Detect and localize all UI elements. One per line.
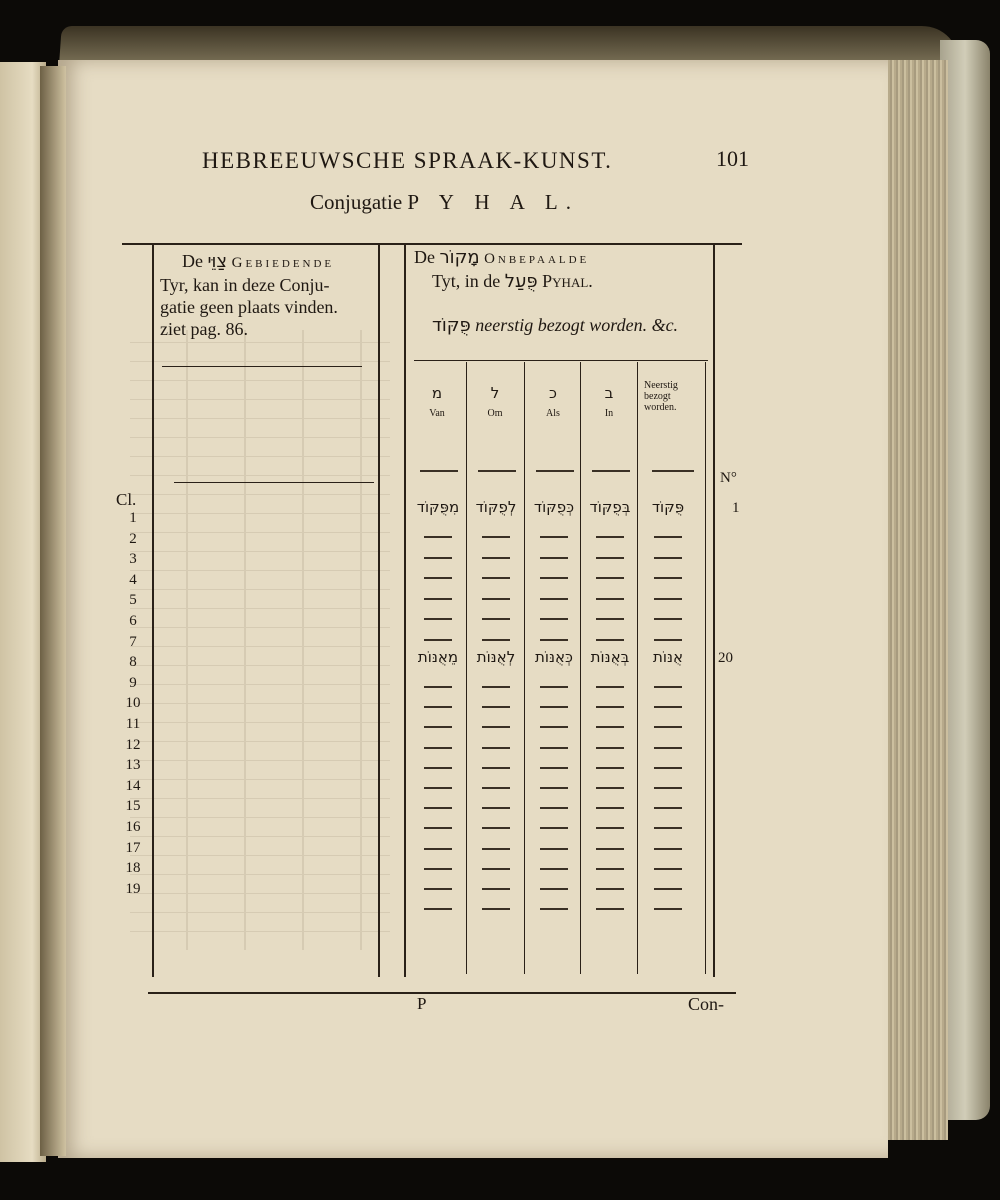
conjugation-prefix: Conjugatie [310,190,403,214]
inner-col-rule-4 [637,362,638,974]
column-label: Als [546,408,560,419]
class-number: 12 [125,736,141,753]
left-sub-rule-1 [162,366,362,367]
ditto-dash [596,536,624,538]
ditto-dash [596,807,624,809]
ditto-dash [482,888,510,890]
ditto-dash [424,726,452,728]
ditto-dash [540,577,568,579]
ditto-dash [424,888,452,890]
ditto-dash [654,536,682,538]
inner-right-rule [705,362,706,974]
ditto-dash [540,908,568,910]
conjugated-form: כְּאֻנּוֹת [535,648,573,666]
ditto-dash [596,848,624,850]
page-gutter [40,66,66,1156]
ditto-dash [654,807,682,809]
ditto-dash [654,726,682,728]
table-bottom-rule [148,992,736,994]
conjugated-form: מֵאֻנּוֹת [417,648,459,666]
ditto-dash [654,598,682,600]
ditto-dash [596,888,624,890]
left-header-line-3: gatie geen plaats vinden. [160,297,338,317]
left-border [152,245,154,977]
ditto-dash [424,706,452,708]
number-column-label: N° [720,470,737,486]
class-number: 5 [129,592,137,609]
ditto-dash [482,848,510,850]
ditto-dash [424,807,452,809]
ditto-dash [482,767,510,769]
left-header-line-4: ziet pag. 86. [160,319,248,339]
ditto-dash [654,686,682,688]
class-number: 6 [129,613,137,629]
page-number: 101 [716,146,749,171]
ditto-dash [424,686,452,688]
ditto-dash [424,868,452,870]
ditto-dash [482,536,510,538]
ditto-dash [424,557,452,559]
ditto-dash [596,767,624,769]
column-letter: ב [604,384,614,402]
ditto-dash [654,787,682,789]
ditto-dash [482,686,510,688]
right-line2-start: Tyt, in de [432,271,501,291]
ditto-dash [540,827,568,829]
ditto-dash [482,908,510,910]
column-label: Van [429,408,445,419]
ditto-dash [654,868,682,870]
column-label: Om [487,408,503,419]
class-number: 9 [129,674,137,691]
ditto-dash [596,787,624,789]
left-header-line-1 [182,250,334,274]
right-line2-end: Pyhal. [542,271,593,291]
ditto-dash [654,848,682,850]
class-number: 7 [129,633,137,650]
column-head-in [582,384,636,419]
divider-mid-left [378,245,380,977]
column-head-neerstig: Neerstig bezogt worden. [644,380,678,413]
ditto-dash [424,767,452,769]
ditto-dash [654,557,682,559]
column-letter: מ [431,384,443,402]
ditto-dash [596,726,624,728]
class-number: 8 [129,654,137,671]
ditto-dash [654,706,682,708]
inner-col-rule-1 [466,362,467,974]
column-head-om [468,384,522,419]
ditto-dash [424,787,452,789]
ditto-dash [424,848,452,850]
signature-mark: P [417,994,427,1013]
ditto-dash [482,598,510,600]
table-top-rule [122,243,742,245]
column-label: In [604,408,614,419]
ditto-dash [596,557,624,559]
conjugated-form: אֻנּוֹת [653,648,683,666]
ditto-dash [540,598,568,600]
divider-mid-right [404,245,406,977]
ditto-dash [482,557,510,559]
ditto-dash [654,639,682,641]
ditto-dash [596,618,624,620]
catchword: Con- [688,994,724,1014]
ditto-dash [424,827,452,829]
ditto-dash [654,767,682,769]
right-header-example [432,314,678,337]
ditto-dash [596,686,624,688]
left-header-line-2: Tyr, kan in deze Conju- [160,275,330,295]
left-sub-rule-2 [174,482,374,483]
class-number: 17 [125,839,141,856]
ditto-dash [540,787,568,789]
header-dash [652,470,694,472]
class-number: 2 [129,530,137,547]
ditto-dash [482,639,510,641]
ditto-dash [482,618,510,620]
right-header-line-2 [432,270,593,293]
header-dash [478,470,516,472]
row-number-20: 20 [718,650,733,666]
show-through-texture [130,330,390,950]
conjugated-form: בְּאֻנּוֹת [590,648,630,666]
ditto-dash [540,706,568,708]
ditto-dash [540,686,568,688]
right-line1-start: De [414,247,435,267]
right-border [713,245,715,977]
ditto-dash [424,639,452,641]
class-number: 14 [125,777,141,794]
class-column-label: Cl. [116,490,137,509]
ditto-dash [654,577,682,579]
ditto-dash [424,908,452,910]
class-number: 3 [129,551,137,568]
ditto-dash [540,747,568,749]
ditto-dash [424,577,452,579]
class-number: 10 [125,695,141,712]
ditto-dash [654,618,682,620]
ditto-dash [540,848,568,850]
ditto-dash [596,747,624,749]
page-fore-edge [878,60,948,1140]
ditto-dash [540,557,568,559]
inner-col-rule-3 [580,362,581,974]
conjugated-form: לְפֻקּוֹד [475,498,517,516]
ditto-dash [482,787,510,789]
ditto-dash [596,908,624,910]
ditto-dash [482,868,510,870]
conjugated-form: פֻּקּוֹד [651,498,685,516]
conjugated-form: בְּפֻקּוֹד [589,498,631,516]
ditto-dash [654,908,682,910]
ditto-dash [596,706,624,708]
row-number-1: 1 [732,500,740,516]
column-letter: ל [490,384,500,402]
ditto-dash [540,639,568,641]
ditto-dash [654,747,682,749]
ditto-dash [482,577,510,579]
class-number: 19 [125,880,141,897]
class-number: 1 [129,510,137,526]
left-line1-start: De [182,251,203,271]
ditto-dash [540,618,568,620]
column-head-van [410,384,464,419]
ditto-dash [540,767,568,769]
class-number: 15 [125,798,141,815]
right-line2-hebrew: פֻּעַל [504,271,538,292]
ditto-dash [482,827,510,829]
left-line1-end: Gebiedende [231,255,335,271]
running-head: HEBREEUWSCHE SPRAAK-KUNST. [202,148,613,173]
example-hebrew: פֻּקּוֹד [432,315,471,336]
ditto-dash [540,888,568,890]
right-header-rule [414,360,708,361]
example-gloss: neerstig bezogt worden. &c. [475,315,679,335]
class-number: 13 [125,757,141,774]
column-head-als [526,384,580,419]
left-line1-hebrew: צַוֵּי [207,251,228,272]
right-header-line-1 [414,246,589,270]
header-dash [592,470,630,472]
ditto-dash [424,747,452,749]
ditto-dash [596,868,624,870]
ditto-dash [482,807,510,809]
header-dash [420,470,458,472]
ditto-dash [424,598,452,600]
ditto-dash [596,598,624,600]
class-number: 16 [125,819,141,835]
right-line1-hebrew: מָקוֹר [439,247,480,268]
ditto-dash [654,827,682,829]
ditto-dash [424,536,452,538]
ditto-dash [540,868,568,870]
column-letter: כ [549,384,557,402]
conjugated-form: כְּפֻקּוֹד [533,498,575,516]
right-line1-end: Onbepaalde [484,251,590,267]
ditto-dash [540,536,568,538]
ditto-dash [596,639,624,641]
ditto-dash [482,726,510,728]
ditto-dash [540,726,568,728]
ditto-dash [654,888,682,890]
conjugation-title [310,190,579,215]
conjugation-name: P Y H A L. [407,190,580,214]
ditto-dash [540,807,568,809]
ditto-dash [482,706,510,708]
ditto-dash [482,747,510,749]
conjugated-form: לְאֻנּוֹת [476,648,516,666]
class-number: 18 [125,860,141,877]
ditto-dash [596,827,624,829]
inner-col-rule-2 [524,362,525,974]
conjugated-form: מִפֻּקּוֹד [416,498,460,516]
header-dash [536,470,574,472]
class-number: 4 [129,571,137,588]
ditto-dash [596,577,624,579]
ditto-dash [424,618,452,620]
class-number: 11 [125,716,141,732]
